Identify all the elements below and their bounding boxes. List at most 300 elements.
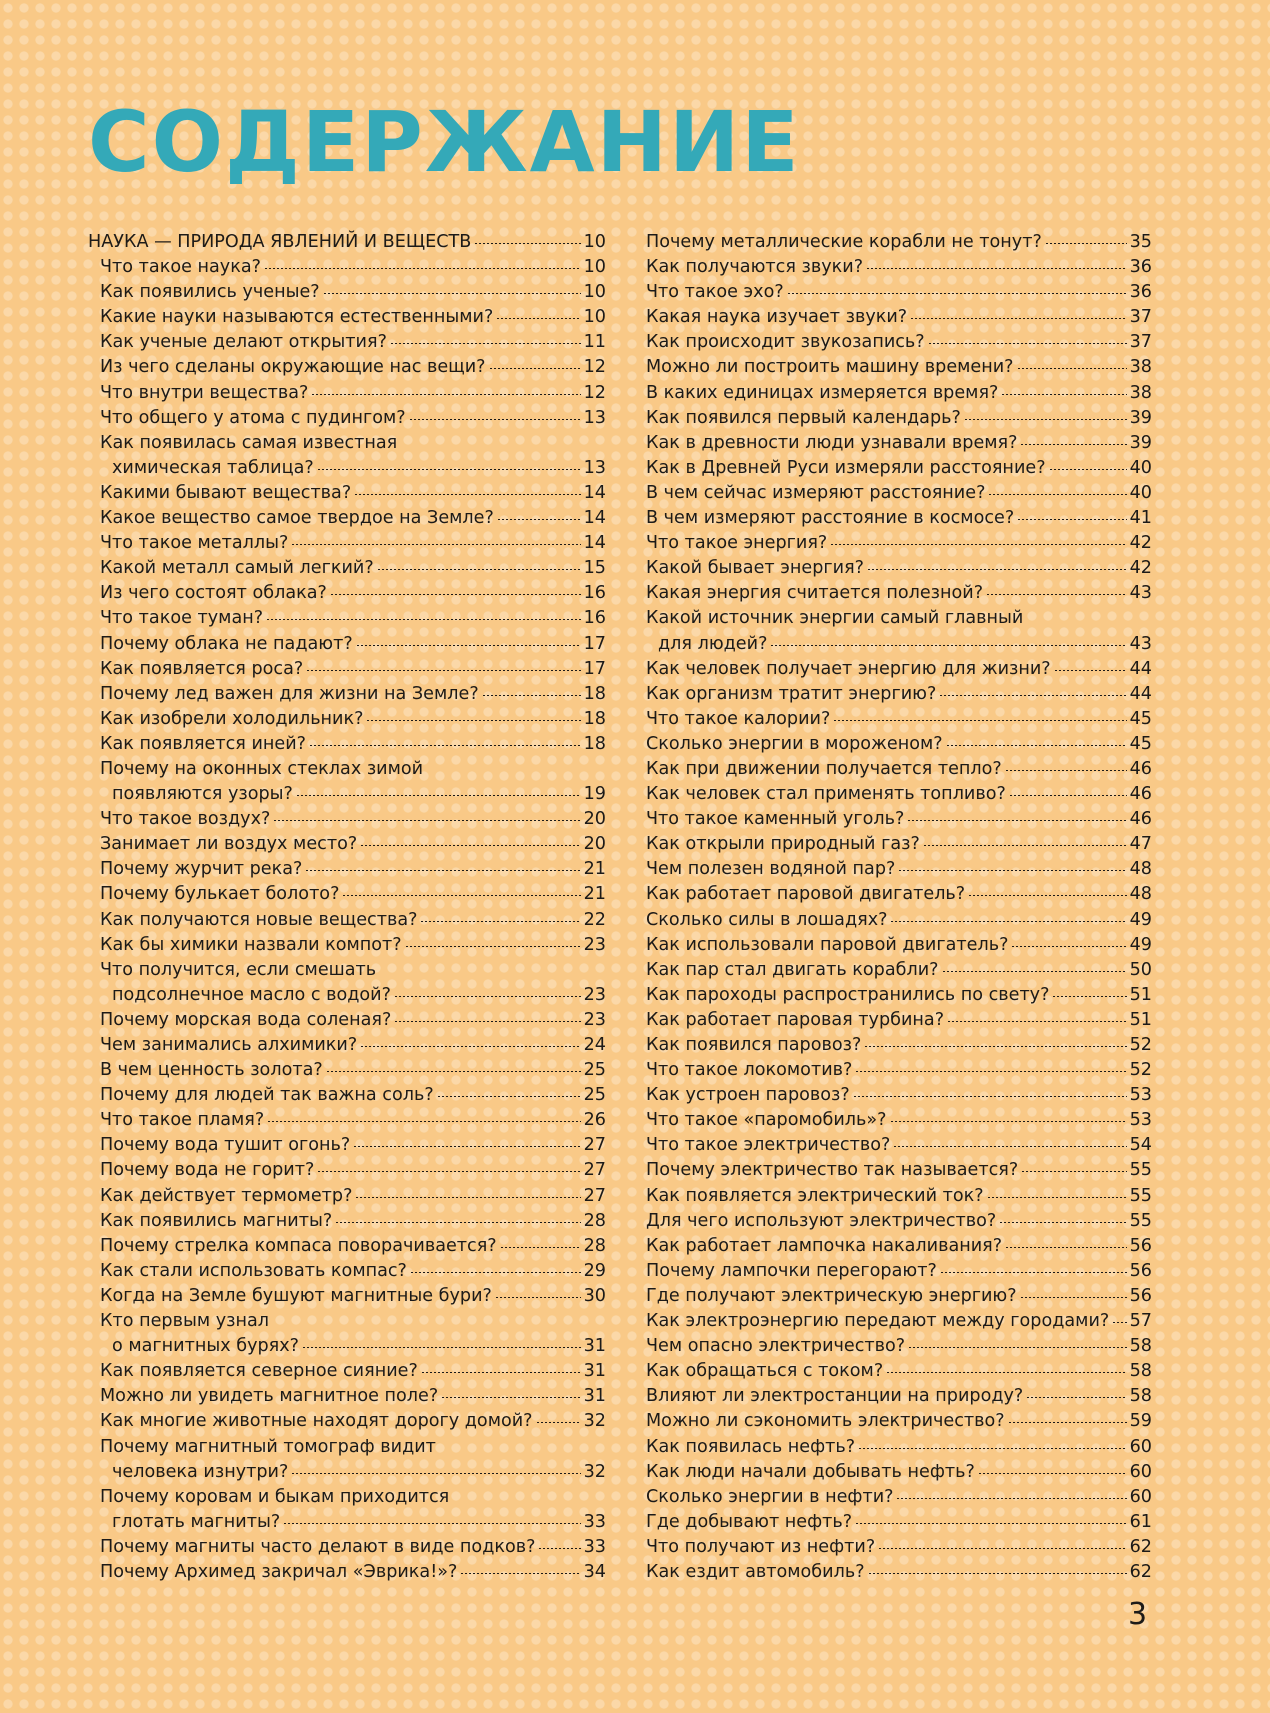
toc-entry-title: Как устроен паровоз? <box>646 1085 850 1106</box>
leader-dots <box>497 519 581 520</box>
toc-entry-page: 27 <box>583 1135 606 1156</box>
toc-entry-page: 41 <box>1129 508 1152 529</box>
leader-dots <box>283 1523 580 1524</box>
toc-entry-title: В чем измеряют расстояние в космосе? <box>646 508 1015 529</box>
toc-entry-title: Как получаются новые вещества? <box>100 909 418 930</box>
toc-entry[interactable] <box>88 933 606 958</box>
leader-dots <box>482 695 581 696</box>
toc-column-left <box>88 230 606 1585</box>
leader-dots <box>868 1573 1127 1574</box>
toc-entry[interactable] <box>646 1133 1152 1158</box>
toc-entry[interactable] <box>646 1510 1152 1535</box>
toc-entry[interactable] <box>646 732 1152 757</box>
toc-entry-page: 16 <box>583 583 606 604</box>
leader-dots <box>342 895 580 896</box>
toc-entry-title: Что получают из нефти? <box>646 1536 876 1557</box>
toc-entry-title: Когда на Земле бушуют магнитные бури? <box>100 1285 492 1306</box>
toc-entry-title: Как в Древней Руси измеряли расстояние? <box>646 457 1046 478</box>
toc-entry-page: 36 <box>1129 282 1152 303</box>
toc-entry[interactable] <box>646 933 1152 958</box>
toc-entry-page: 37 <box>1129 332 1152 353</box>
toc-entry-page: 58 <box>1129 1336 1152 1357</box>
toc-entry-title: Почему лед важен для жизни на Земле? <box>100 683 479 704</box>
toc-entry[interactable] <box>646 606 1152 656</box>
toc-entry[interactable] <box>88 381 606 406</box>
toc-entry-page: 10 <box>583 307 606 328</box>
toc-entry-title: Чем полезен водяной пар? <box>646 859 896 880</box>
leader-dots <box>1026 1397 1126 1398</box>
toc-entry-title: Почему магнитный томограф видит <box>100 1436 436 1457</box>
toc-entry[interactable] <box>88 1284 606 1309</box>
toc-entry-page: 21 <box>583 884 606 905</box>
toc-entry-title: Как в древности люди узнавали время? <box>646 432 1018 453</box>
toc-entry-title: Как открыли природный газ? <box>646 834 920 855</box>
leader-dots <box>1005 1247 1127 1248</box>
toc-entry-page: 45 <box>1129 708 1152 729</box>
toc-entry[interactable] <box>646 832 1152 857</box>
toc-entry[interactable] <box>646 1535 1152 1560</box>
leader-dots <box>830 544 1126 545</box>
toc-entry[interactable] <box>646 1259 1152 1284</box>
toc-entry-title: Как стали использовать компас? <box>100 1260 407 1281</box>
toc-entry-title: Как человек стал применять топливо? <box>646 784 1006 805</box>
toc-entry-title: Как действует термометр? <box>100 1185 353 1206</box>
toc-entry-page: 52 <box>1129 1060 1152 1081</box>
toc-entry[interactable] <box>88 1108 606 1133</box>
toc-entry-page: 23 <box>583 1009 606 1030</box>
leader-dots <box>1001 394 1126 395</box>
leader-dots <box>309 745 581 746</box>
leader-dots <box>394 996 581 997</box>
toc-entry[interactable] <box>88 305 606 330</box>
toc-entry[interactable] <box>88 757 606 807</box>
toc-entry-title: Как пароходы распространились по свету? <box>646 984 1050 1005</box>
toc-entry-page: 47 <box>1129 834 1152 855</box>
leader-dots <box>267 1121 580 1122</box>
leader-dots <box>910 318 1126 319</box>
toc-entry[interactable] <box>646 1209 1152 1234</box>
toc-entry[interactable] <box>88 255 606 280</box>
toc-entry[interactable] <box>88 355 606 380</box>
toc-entry[interactable] <box>646 882 1152 907</box>
toc-entry[interactable] <box>646 983 1152 1008</box>
toc-entry[interactable] <box>646 958 1152 983</box>
toc-entry[interactable] <box>646 1033 1152 1058</box>
toc-entry[interactable] <box>646 807 1152 832</box>
toc-entry[interactable] <box>88 1309 606 1359</box>
toc-entry[interactable] <box>646 757 1152 782</box>
toc-entry-title: Как получаются звуки? <box>646 257 864 278</box>
toc-entry[interactable] <box>646 657 1152 682</box>
toc-entry-title: Как появился первый календарь? <box>646 407 961 428</box>
leader-dots <box>986 594 1127 595</box>
toc-entry-page: 62 <box>1129 1561 1152 1582</box>
toc-entry-title: Как при движении получается тепло? <box>646 758 1002 779</box>
toc-entry-title: Чем опасно электричество? <box>646 1336 906 1357</box>
toc-entry-title: Чем занимались алхимики? <box>100 1035 358 1055</box>
toc-entry[interactable] <box>88 481 606 506</box>
toc-entry[interactable] <box>646 1560 1152 1585</box>
toc-entry-page: 17 <box>583 633 606 654</box>
toc-entry[interactable] <box>646 1334 1152 1359</box>
toc-entry[interactable] <box>88 1259 606 1284</box>
toc-entry-title: Как появляется роса? <box>100 658 304 679</box>
leader-dots <box>330 594 581 595</box>
toc-entry[interactable] <box>88 1409 606 1434</box>
leader-dots <box>353 1146 580 1147</box>
toc-entry-page: 45 <box>1129 733 1152 754</box>
toc-entry-page: 24 <box>583 1035 606 1055</box>
leader-dots <box>1021 1171 1126 1172</box>
leader-dots <box>273 820 580 821</box>
leader-dots <box>1005 770 1127 771</box>
leader-dots <box>867 569 1127 570</box>
toc-entry[interactable] <box>646 1409 1152 1434</box>
toc-entry[interactable] <box>646 230 1152 255</box>
leader-dots <box>855 1071 1126 1072</box>
leader-dots <box>354 494 580 495</box>
toc-entry[interactable] <box>88 1560 606 1585</box>
toc-entry[interactable] <box>88 531 606 556</box>
toc-entry-page: 31 <box>583 1386 606 1407</box>
toc-entry[interactable] <box>646 908 1152 933</box>
leader-dots <box>855 1523 1127 1524</box>
toc-section-heading[interactable] <box>88 230 606 255</box>
toc-entry[interactable] <box>646 456 1152 481</box>
toc-entry[interactable] <box>88 1033 606 1058</box>
leader-dots <box>405 946 581 947</box>
toc-entry[interactable] <box>646 857 1152 882</box>
toc-entry[interactable] <box>646 1435 1152 1460</box>
toc-entry-title: Почему морская вода соленая? <box>100 1009 392 1030</box>
toc-entry-page: 23 <box>583 984 606 1005</box>
toc-entry[interactable] <box>646 280 1152 305</box>
leader-dots <box>266 619 581 620</box>
toc-entry[interactable] <box>88 1384 606 1409</box>
leader-dots <box>355 1197 580 1198</box>
toc-entry-title: Почему вода не горит? <box>100 1160 315 1181</box>
toc-entry[interactable] <box>88 556 606 581</box>
leader-dots <box>893 1146 1126 1147</box>
toc-entry[interactable] <box>88 1083 606 1108</box>
toc-entry-page: 23 <box>583 934 606 955</box>
toc-entry-title: Влияют ли электростанции на природу? <box>646 1386 1024 1407</box>
toc-entry-page: 39 <box>1129 407 1152 428</box>
leader-dots <box>896 1498 1126 1499</box>
toc-entry-title: Что такое электричество? <box>646 1135 891 1156</box>
leader-dots <box>474 243 580 244</box>
toc-entry-page: 12 <box>583 382 606 403</box>
toc-entry[interactable] <box>88 1184 606 1209</box>
toc-entry-title: Что такое металлы? <box>100 533 289 554</box>
toc-entry-page: 43 <box>1129 583 1152 604</box>
leader-dots <box>538 1548 580 1549</box>
leader-dots <box>878 1548 1126 1549</box>
toc-entry[interactable] <box>646 1460 1152 1485</box>
leader-dots <box>390 343 581 344</box>
leader-dots <box>939 695 1126 696</box>
toc-entry[interactable] <box>88 832 606 857</box>
toc-entry-title: Почему облака не падают? <box>100 633 353 654</box>
toc-entry-page: 27 <box>583 1185 606 1206</box>
toc-entry[interactable] <box>646 406 1152 431</box>
toc-entry[interactable] <box>88 406 606 431</box>
leader-dots <box>420 921 580 922</box>
toc-entry[interactable] <box>88 632 606 657</box>
toc-entry[interactable] <box>88 882 606 907</box>
toc-entry-page: 10 <box>583 257 606 278</box>
leader-dots <box>940 1272 1127 1273</box>
leader-dots <box>1054 670 1127 671</box>
toc-entry[interactable] <box>646 581 1152 606</box>
toc-entry[interactable] <box>646 431 1152 456</box>
leader-dots <box>866 268 1127 269</box>
toc-entry-title: Какая наука изучает звуки? <box>646 307 908 328</box>
toc-entry[interactable] <box>88 1058 606 1083</box>
toc-entry-title: Можно ли построить машину времени? <box>646 357 1014 378</box>
leader-dots <box>858 1448 1126 1449</box>
toc-entry-title: Как ездит автомобиль? <box>646 1561 865 1582</box>
toc-entry-page: 14 <box>583 482 606 503</box>
toc-entry-page: 55 <box>1129 1160 1152 1181</box>
leader-dots <box>302 1347 581 1348</box>
toc-entry[interactable] <box>88 581 606 606</box>
toc-entry[interactable] <box>88 807 606 832</box>
toc-entry[interactable] <box>88 682 606 707</box>
toc-entry[interactable] <box>88 506 606 531</box>
section-title: НАУКА — ПРИРОДА ЯВЛЕНИЙ И ВЕЩЕСТВ <box>88 232 472 252</box>
toc-entry-title: Как изобрели холодильник? <box>100 708 364 729</box>
toc-entry-page: 35 <box>1129 232 1152 252</box>
toc-entry-title: Что такое энергия? <box>646 533 828 554</box>
toc-entry[interactable] <box>646 1158 1152 1183</box>
toc-entry-page: 33 <box>583 1511 606 1532</box>
toc-entry-page: 60 <box>1129 1436 1152 1457</box>
leader-dots <box>1008 1422 1127 1423</box>
toc-entry[interactable] <box>646 556 1152 581</box>
toc-entry[interactable] <box>646 1108 1152 1133</box>
toc-entry-page: 51 <box>1129 984 1152 1005</box>
toc-entry-page: 14 <box>583 508 606 529</box>
leader-dots <box>311 394 580 395</box>
toc-entry[interactable] <box>88 1008 606 1033</box>
leader-dots <box>356 645 581 646</box>
toc-entry-title: Что такое «паромобиль»? <box>646 1110 887 1131</box>
toc-entry[interactable] <box>88 330 606 355</box>
toc-entry-title: Какими бывают вещества? <box>100 482 352 503</box>
leader-dots <box>999 1222 1126 1223</box>
leader-dots <box>291 1473 580 1474</box>
toc-entry-title: Сколько энергии в мороженом? <box>646 733 943 754</box>
toc-entry[interactable] <box>646 355 1152 380</box>
toc-entry-page: 48 <box>1129 884 1152 905</box>
toc-entry[interactable] <box>646 305 1152 330</box>
leader-dots <box>291 544 580 545</box>
leader-dots <box>495 1297 581 1298</box>
leader-dots <box>864 1046 1126 1047</box>
toc-entry-title: Почему магниты часто делают в виде подков? <box>100 1536 536 1557</box>
toc-entry-title: Как работает паровая турбина? <box>646 1009 945 1030</box>
toc-entry-title: Как многие животные находят дорогу домой? <box>100 1411 533 1432</box>
toc-entry[interactable] <box>646 1058 1152 1083</box>
toc-entry-title: Как появились магниты? <box>100 1210 333 1231</box>
toc-entry-title: Занимает ли воздух место? <box>100 834 358 855</box>
toc-entry-title: Как появился паровоз? <box>646 1035 862 1055</box>
leader-dots <box>496 318 580 319</box>
toc-entry[interactable] <box>646 1083 1152 1108</box>
toc-entry-title-continued: появляются узоры? <box>112 784 293 805</box>
toc-entry-title: Почему электричество так называется? <box>646 1160 1019 1181</box>
leader-dots <box>988 494 1126 495</box>
toc-entry-page: 33 <box>583 1536 606 1557</box>
leader-dots <box>1011 946 1126 947</box>
toc-entry[interactable] <box>88 1435 606 1485</box>
toc-entry-page: 55 <box>1129 1210 1152 1231</box>
toc-entry-title: Как появляется северное сияние? <box>100 1361 418 1382</box>
toc-entry[interactable] <box>646 1008 1152 1033</box>
toc-entry-title: В чем ценность золота? <box>100 1060 323 1081</box>
toc-entry[interactable] <box>646 330 1152 355</box>
toc-entry[interactable] <box>646 1485 1152 1510</box>
toc-entry-page: 40 <box>1129 457 1152 478</box>
toc-entry[interactable] <box>646 255 1152 280</box>
toc-entry[interactable] <box>646 682 1152 707</box>
toc-entry[interactable] <box>646 1309 1152 1334</box>
toc-entry-page: 28 <box>583 1210 606 1231</box>
leader-dots <box>500 1247 581 1248</box>
leader-dots <box>305 870 580 871</box>
toc-column-right <box>646 230 1152 1585</box>
leader-dots <box>890 1121 1127 1122</box>
toc-entry[interactable] <box>646 707 1152 732</box>
toc-entry[interactable] <box>646 531 1152 556</box>
leader-dots <box>360 1046 580 1047</box>
toc-entry-title: Почему журчит река? <box>100 859 303 880</box>
toc-entry[interactable] <box>646 1284 1152 1309</box>
toc-entry-title: Почему для людей так важна соль? <box>100 1085 434 1106</box>
toc-entry-title-continued: о магнитных бурях? <box>112 1336 300 1357</box>
toc-entry[interactable] <box>88 657 606 682</box>
toc-entry-page: 17 <box>583 658 606 679</box>
leader-dots <box>437 1096 581 1097</box>
toc-entry-page: 10 <box>583 282 606 303</box>
toc-entry-title-continued: для людей? <box>658 633 768 654</box>
toc-entry-page: 37 <box>1129 307 1152 328</box>
toc-entry[interactable] <box>88 958 606 1008</box>
toc-entry[interactable] <box>88 606 606 631</box>
toc-entry-page: 28 <box>583 1235 606 1256</box>
toc-entry[interactable] <box>88 732 606 757</box>
leader-dots <box>946 745 1127 746</box>
toc-entry-page: 18 <box>583 683 606 704</box>
toc-entry-page: 20 <box>583 809 606 830</box>
toc-entry-page: 60 <box>1129 1461 1152 1482</box>
leader-dots <box>886 1372 1126 1373</box>
leader-dots <box>1017 519 1126 520</box>
toc-entry-title: Где добывают нефть? <box>646 1511 853 1532</box>
leader-dots <box>326 1071 581 1072</box>
toc-entry[interactable] <box>88 280 606 305</box>
leader-dots <box>1045 243 1127 244</box>
leader-dots <box>317 469 581 470</box>
toc-entry[interactable] <box>646 1384 1152 1409</box>
toc-entry-title: Какое вещество самое твердое на Земле? <box>100 508 494 529</box>
toc-entry[interactable] <box>88 431 606 481</box>
toc-entry[interactable] <box>88 1209 606 1234</box>
leader-dots <box>898 870 1126 871</box>
toc-entry[interactable] <box>88 1485 606 1535</box>
toc-entry-title: Что такое локомотив? <box>646 1060 853 1081</box>
toc-entry[interactable] <box>646 506 1152 531</box>
toc-entry[interactable] <box>646 1234 1152 1259</box>
toc-entry-title: Почему вода тушит огонь? <box>100 1135 351 1156</box>
toc-entry-title: Какой источник энергии самый главный <box>646 608 1024 629</box>
toc-entry[interactable] <box>88 707 606 732</box>
toc-entry[interactable] <box>88 857 606 882</box>
leader-dots <box>441 1397 580 1398</box>
toc-entry-page: 16 <box>583 608 606 629</box>
toc-entry-title: Почему металлические корабли не тонут? <box>646 232 1042 252</box>
toc-entry-title: Какой бывает энергия? <box>646 558 864 579</box>
toc-entry-title: Как появилась самая известная <box>100 432 398 453</box>
toc-entry[interactable] <box>646 381 1152 406</box>
toc-entry-title-continued: глотать магниты? <box>112 1511 281 1532</box>
toc-entry-page: 49 <box>1129 934 1152 955</box>
toc-entry-title: Как появляется иней? <box>100 733 306 754</box>
leader-dots <box>536 1422 581 1423</box>
toc-entry-title: Для чего используют электричество? <box>646 1210 997 1231</box>
toc-entry-page: 32 <box>583 1461 606 1482</box>
toc-entry-title: Как происходит звукозапись? <box>646 332 925 353</box>
toc-entry[interactable] <box>88 1133 606 1158</box>
toc-entry[interactable] <box>88 1535 606 1560</box>
toc-entry-title: Кто первым узнал <box>100 1311 270 1332</box>
toc-entry-page: 38 <box>1129 382 1152 403</box>
leader-dots <box>833 720 1126 721</box>
toc-entry-page: 25 <box>583 1085 606 1106</box>
leader-dots <box>968 895 1126 896</box>
toc-entry[interactable] <box>88 1359 606 1384</box>
toc-entry-title: Почему булькает болото? <box>100 884 340 905</box>
toc-entry-title: Как пар стал двигать корабли? <box>646 959 939 980</box>
toc-entry-page: 27 <box>583 1160 606 1181</box>
toc-entry-page: 50 <box>1129 959 1152 980</box>
toc-entry[interactable] <box>88 1158 606 1183</box>
leader-dots <box>1112 1322 1126 1323</box>
toc-entry[interactable] <box>646 1184 1152 1209</box>
toc-entry-page: 46 <box>1129 758 1152 779</box>
toc-entry-page: 18 <box>583 708 606 729</box>
leader-dots <box>366 720 580 721</box>
toc-entry-title: Как работает паровой двигатель? <box>646 884 966 905</box>
toc-entry[interactable] <box>646 1359 1152 1384</box>
toc-entry[interactable] <box>88 908 606 933</box>
toc-entry-title: В каких единицах измеряется время? <box>646 382 999 403</box>
toc-entry[interactable] <box>88 1234 606 1259</box>
toc-entry-title: Как использовали паровой двигатель? <box>646 934 1009 955</box>
leader-dots <box>323 293 581 294</box>
toc-entry-page: 32 <box>583 1411 606 1432</box>
toc-entry-title: Почему на оконных стеклах зимой <box>100 758 424 779</box>
leader-dots <box>942 971 1127 972</box>
toc-entry-title: Что внутри вещества? <box>100 382 309 403</box>
toc-entry[interactable] <box>646 481 1152 506</box>
leader-dots <box>908 1347 1126 1348</box>
toc-entry-title: Что такое каменный уголь? <box>646 809 905 830</box>
toc-entry[interactable] <box>646 782 1152 807</box>
toc-entry-title: Где получают электрическую энергию? <box>646 1285 1017 1306</box>
toc-entry-title: Как бы химики назвали компот? <box>100 934 402 955</box>
